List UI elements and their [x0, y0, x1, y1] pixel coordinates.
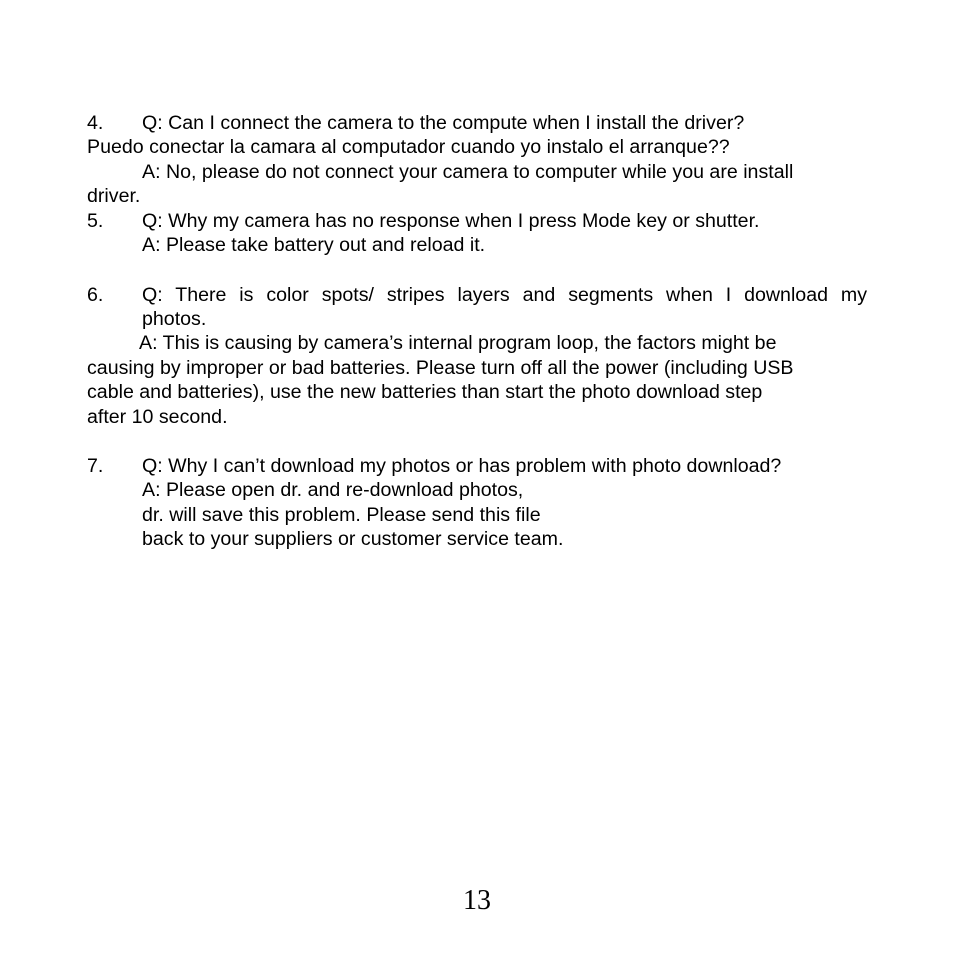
faq-7-answer-line: back to your suppliers or customer service team. — [142, 528, 564, 550]
faq-7-question: Q: Why I can’t download my photos or has problem with photo download? — [142, 455, 782, 477]
faq-5-question: Q: Why my camera has no response when I press Mode key or shutter. — [142, 210, 760, 232]
faq-4-answer-line: driver. — [87, 185, 141, 207]
faq-4-answer-line: A: No, please do not connect your camera to computer while you are install — [142, 161, 794, 183]
faq-6-question-line: Q: There is color spots/ stripes layers and segments when I download my — [142, 284, 867, 306]
faq-5-number: 5. — [87, 210, 104, 232]
faq-6-number: 6. — [87, 284, 104, 306]
faq-6-answer-line: causing by improper or bad batteries. Please turn off all the power (including USB — [87, 357, 794, 379]
faq-6-answer-line: cable and batteries), use the new batteries than start the photo download step — [87, 381, 763, 403]
faq-6-answer-line: A: This is causing by camera’s internal program loop, the factors might be — [139, 332, 777, 354]
page-number: 13 — [463, 885, 491, 916]
faq-7-answer-line: A: Please open dr. and re-download photos, — [142, 479, 524, 501]
faq-4-question: Q: Can I connect the camera to the compute when I install the driver? — [142, 112, 745, 134]
faq-4-number: 4. — [87, 112, 104, 134]
faq-6-question-line: photos. — [142, 308, 207, 330]
faq-7-number: 7. — [87, 455, 104, 477]
faq-5-answer-line: A: Please take battery out and reload it. — [142, 234, 486, 256]
faq-7-answer-line: dr. will save this problem. Please send this file — [142, 504, 541, 526]
faq-4-question-translation: Puedo conectar la camara al computador cuando yo instalo el arranque?? — [87, 136, 730, 158]
faq-6-answer-line: after 10 second. — [87, 406, 228, 428]
